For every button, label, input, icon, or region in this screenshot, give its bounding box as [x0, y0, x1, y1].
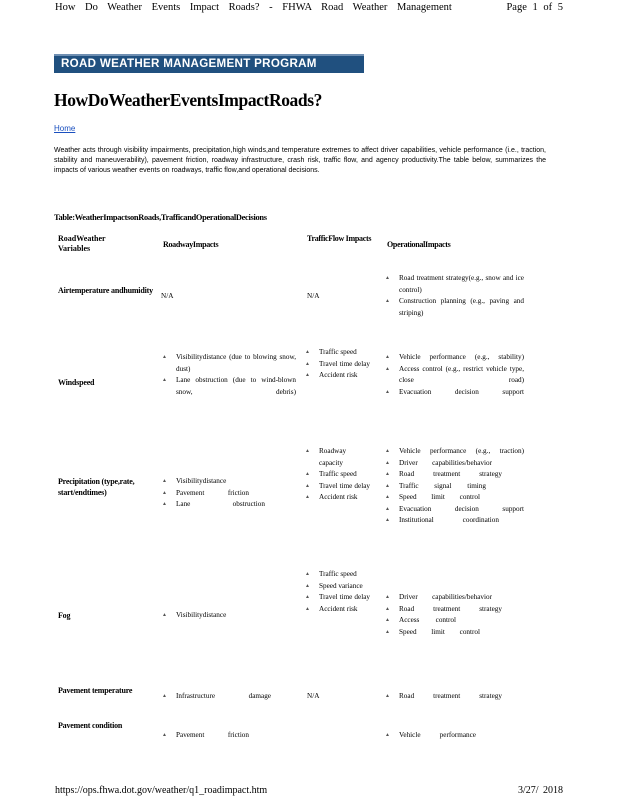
row-roadway-pavement-temperature	[161, 691, 296, 703]
list-item: ▲ Construction planning (e.g., paving and striping)	[384, 296, 524, 319]
col-header-variables: RoadWeather Variables	[58, 234, 106, 253]
row-variable-pavement-temperature: Pavement temperature	[58, 686, 133, 695]
list-item: ▲ Traffic speed	[304, 347, 370, 359]
row-operational-fog	[384, 592, 524, 638]
list-item: ▲ Evacuation decision support	[384, 504, 524, 516]
list-item: ▲ Evacuation decision support	[384, 387, 524, 399]
list-item: ▲ Infrastructure damage	[161, 691, 271, 703]
list-item: ▲ Driver capabilities/behavior	[384, 458, 492, 470]
list-item: ▲ Visibilitydistance	[161, 476, 296, 488]
row-roadway-fog	[161, 610, 296, 622]
list-item: ▲ Travel time delay	[304, 359, 370, 371]
list-item: ▲ Access control	[384, 615, 456, 627]
row-traffic-precipitation	[304, 446, 370, 504]
list-item: ▲ Lane obstruction	[161, 499, 265, 511]
row-variable-pavement-condition: Pavement condition	[58, 721, 123, 730]
row-operational-precipitation	[384, 446, 524, 527]
header-doc-title: How Do Weather Events Impact Roads? - FHWA Road Weather Management	[55, 2, 452, 13]
row-operational-pavement-temperature	[384, 691, 524, 703]
intro-paragraph: Weather acts through visibility impairments, precipitation,high winds,and temperature extremes to affect driver capabilities, vehicle performance (i.e., traction, stability and maneuverability), pavement friction, roadway infrastructure, crash risk, traffic flow, and agency productivity.The table below, summarizes the impacts of various weather events on roadways, traffic flow,and operational decisions.	[54, 147, 546, 174]
row-variable-fog: Fog	[58, 611, 71, 620]
page-title: HowDoWeatherEventsImpactRoads?	[54, 90, 322, 110]
list-item: ▲ Accident risk	[304, 370, 370, 382]
list-item: ▲ Vehicle performance	[384, 730, 476, 742]
table-caption: Table:WeatherImpactsonRoads,TrafficandOperationalDecisions	[54, 213, 267, 222]
list-item: ▲ Lane obstruction (due to wind-blown snow, debris)	[161, 375, 296, 398]
list-item: ▲ Road treatment strategy	[384, 469, 502, 481]
row-roadway-precipitation	[161, 476, 296, 511]
col-header-roadway: RoadwayImpacts	[163, 240, 219, 249]
list-item: ▲ Travel time delay	[304, 481, 370, 493]
list-item: ▲ Institutional coordination	[384, 515, 499, 527]
row-operational-air-temperature	[384, 273, 524, 319]
list-item: ▲ Accident risk	[304, 604, 370, 616]
row-traffic-wind-speed	[304, 347, 370, 382]
list-item: ▲ Pavement friction	[161, 488, 249, 500]
list-item: ▲ Speed limit control	[384, 492, 480, 504]
row-roadway-air-temperature: N/A	[161, 292, 174, 300]
footer-url: https://ops.fhwa.dot.gov/weather/q1_roadimpact.htm	[55, 785, 268, 796]
list-item: ▲ Road treatment strategy(e.g., snow and ice control)	[384, 273, 524, 296]
row-roadway-pavement-condition	[161, 730, 296, 742]
row-traffic-fog	[304, 569, 370, 615]
list-item: ▲ Traffic speed	[304, 469, 370, 481]
list-item: ▲ Access control (e.g., restrict vehicle type, close road)	[384, 364, 524, 387]
list-item: ▲ Roadway capacity	[304, 446, 370, 469]
home-link[interactable]: Home	[54, 124, 76, 133]
row-variable-precipitation: Precipitation (type,rate, start/endtimes)	[58, 477, 135, 497]
list-item: ▲ Travel time delay	[304, 592, 370, 604]
row-traffic-air-temperature: N/A	[307, 292, 320, 300]
list-item: ▲ Traffic signal timing	[384, 481, 486, 493]
row-variable-wind-speed: Windspeed	[58, 378, 95, 387]
row-roadway-wind-speed	[161, 352, 296, 398]
list-item: ▲ Road treatment strategy	[384, 691, 502, 703]
col-header-traffic: TrafficFlow Impacts	[307, 234, 372, 243]
row-variable-air-temperature: Airtemperature andhumidity	[58, 286, 153, 295]
row-operational-pavement-condition	[384, 730, 524, 742]
list-item: ▲ Vehicle performance (e.g., traction)	[384, 446, 524, 458]
list-item: ▲ Pavement friction	[161, 730, 249, 742]
print-header	[55, 2, 563, 16]
list-item: ▲ Visibilitydistance (due to blowing snow, dust)	[161, 352, 296, 375]
list-item: ▲ Vehicle performance (e.g., stability)	[384, 352, 524, 364]
list-item: ▲ Driver capabilities/behavior	[384, 592, 492, 604]
row-operational-wind-speed	[384, 352, 524, 398]
list-item: ▲ Accident risk	[304, 492, 370, 504]
list-item: ▲ Speed variance	[304, 581, 370, 593]
header-page-label: Page 1 of 5	[506, 2, 563, 13]
footer-date: 3/27/ 2018	[517, 785, 563, 796]
list-item: ▲ Road treatment strategy	[384, 604, 502, 616]
col-header-operational: OperationalImpacts	[387, 240, 451, 249]
program-banner: ROAD WEATHER MANAGEMENT PROGRAM	[54, 54, 364, 73]
list-item: ▲ Speed limit control	[384, 627, 480, 639]
list-item: ▲ Traffic speed	[304, 569, 370, 581]
row-traffic-pavement-temperature: N/A	[307, 692, 320, 700]
list-item: ▲ Visibilitydistance	[161, 610, 296, 622]
